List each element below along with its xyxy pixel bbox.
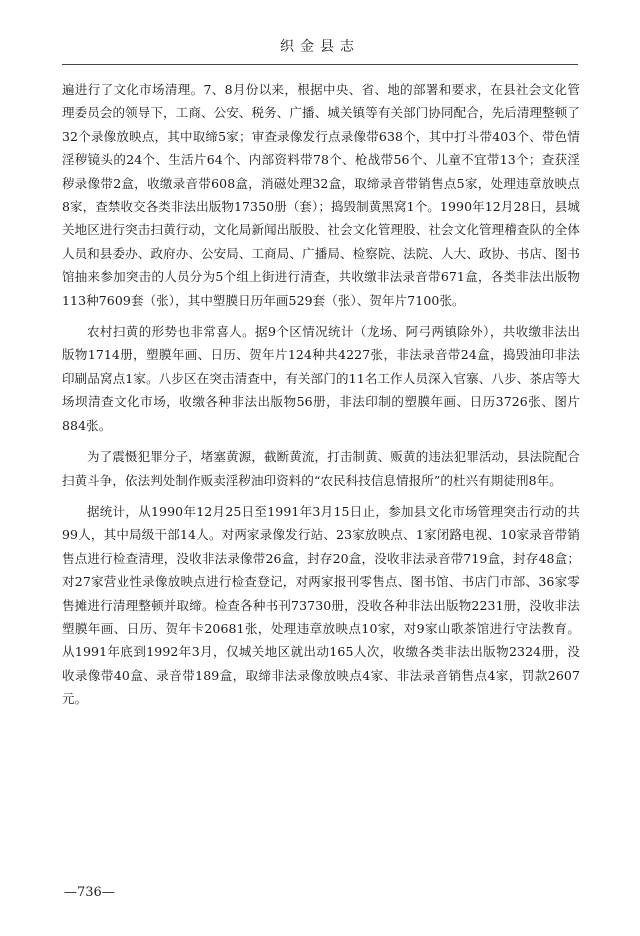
paragraph-rural-campaign: 农村扫黄的形势也非常喜人。据9个区情况统计（龙场、阿弓两镇除外），共收缴非法出版物1714册，塑膜年画、日历、贺年片124种共4227张，非法录音带24盒，捣毁油印非法印刷品窝点1家。八步区在突击清查中，有关部门的11名工作人员深入官寨、八步、茶店等大场坝清查文化市场，收缴各种非法出版物56册，非法印制的塑膜年画、日历3726张、图片884张。 — [62, 324, 580, 433]
paragraph-continuation: 遍进行了文化市场清理。7、8月份以来，根据中央、省、地的部署和要求，在县社会文化管理委员会的领导下，工商、公安、税务、广播、城关镇等有关部门协同配合，先后清理整顿了32个录像放映点，其中取缔5家；审查录像发行点录像带638个，其中打斗带403个、带色情淫秽镜头的24个、生活片64个、内部资料带78个、枪战带56个、儿童不宜带13个；查获淫秽录像带2盒，收缴录音带608盒，消磁处理32盒，取缔录音带销售点5家，处理违章放映点8家，查禁收交各类非法出版物17350册（套）；捣毁制黄黑窝1个。1990年12月28日，县城关地区进行突击扫黄行动，文化局新闻出版股、社会文化管理股、社会文化管理稽查队的全体人员和县委办、政府办、公安局、工商局、广播局、检察院、法院、人大、政协、书店、图书馆抽来参加突击的人员分为5个组上街进行清查，共收缴非法录音带671盒，各类非法出版物113种7609套（张），其中塑膜日历年画529套（张）、贺年片7100张。 — [62, 82, 580, 308]
running-head: 织金县志 — [280, 39, 360, 55]
header-rule — [62, 64, 578, 65]
body-text — [62, 78, 580, 711]
page-number: —736— — [64, 885, 115, 900]
paragraph-court-sentence: 为了震慑犯罪分子，堵塞黄源，截断黄流，打击制黄、贩黄的违法犯罪活动，县法院配合扫黄斗争，依法判处制作贩卖淫秽油印资料的“农民科技信息情报所”的杜兴有期徒刑8年。 — [62, 449, 580, 488]
paragraph-statistics: 据统计，从1990年12月25日至1991年3月15日止，参加县文化市场管理突击行动的共99人，其中局级干部14人。对两家录像发行站、23家放映点、1家闭路电视、10家录音带销售点进行检查清理，没收非法录像带26盒，封存20盒，没收非法录音带719盒，封存48盒；对27家营业性录像放映点进行检查登记，对两家报刊零售点、图书馆、书店门市部、36家零售摊进行清理整顿并取缔。检查各种书刊73730册，没收各种非法出版物2231册，没收非法塑膜年画、日历、贺年卡20681张，处理违章放映点10家，对9家山歌茶馆进行守法教育。从1991年底到1992年3月，仅城关地区就出动165人次，收缴各类非法出版物2324册，没收录像带40盒、录音带189盒，取缔非法录像放映点4家、非法录音销售点4家，罚款2607元。 — [62, 503, 580, 707]
